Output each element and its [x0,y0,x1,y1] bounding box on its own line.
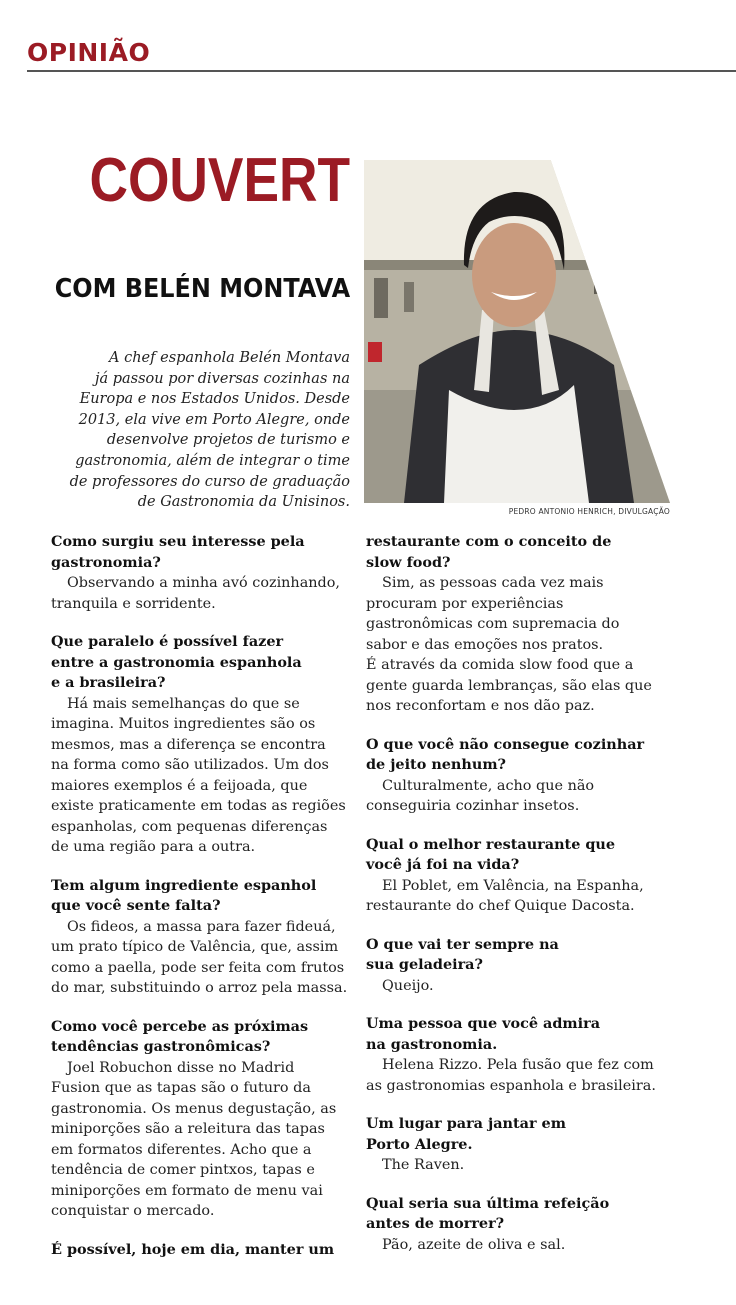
question-line: Porto Alegre. [366,1135,473,1153]
question [366,935,666,976]
answer-line: miniporções em formato de menu vai [51,1182,323,1199]
question-line: Uma pessoa que você admira [366,1015,601,1032]
question-line: O que vai ter sempre na [366,935,559,953]
answer-line: Queijo. [382,977,434,994]
answer-line: Observando a minha avó cozinhando, [67,575,341,591]
answer-line: gastronomia. Os menus degustação, as [51,1100,337,1117]
answer-line: Fusion que as tapas são o futuro da [51,1080,311,1096]
question-line: Como surgiu seu interesse pela [51,533,305,550]
page-title: COUVERT [89,146,350,215]
answer-line: espanholas, com pequenas diferenças [51,818,328,835]
question-line: entre a gastronomia espanhola [51,653,302,671]
answer-line: do mar, substituindo o arroz pela massa. [51,980,348,996]
answer-line: como a paella, pode ser feita com frutos [51,959,345,976]
answer [366,1055,666,1096]
question-line: gastronomia? [51,553,161,571]
question-line: Qual seria sua última refeição [366,1194,610,1212]
answer-line: gastronômicas com supremacia do [366,616,620,632]
question-line: Como você percebe as próximas [51,1017,309,1035]
question-line: que você sente falta? [51,897,221,914]
question [366,1114,666,1155]
question-line: e a brasileira? [51,674,166,691]
intro-line: já passou por diversas cozinhas na [94,370,350,387]
answer-line: El Poblet, em Valência, na Espanha, [382,877,644,894]
answer-line: Os fideos, a massa para fazer fideuá, [67,918,336,935]
question-line: sua geladeira? [366,956,483,973]
intro-line: de professores do curso de graduação [69,473,350,490]
answer-line: maiores exemplos é a feijoada, que [51,777,308,794]
answer [366,573,666,717]
question-line: você já foi na vida? [366,856,520,873]
answer-line: Helena Rizzo. Pela fusão que fez com [382,1057,654,1073]
answer [51,917,351,999]
question [51,876,351,917]
answer-line: restaurante do chef Quique Dacosta. [366,898,635,914]
answer-line: nos reconfortam e nos dão paz. [366,698,595,714]
intro-line: 2013, ela vive em Porto Alegre, onde [78,411,350,428]
question [366,835,666,876]
answer-line: The Raven. [382,1157,465,1173]
answer-line: É através da comida slow food que a [366,657,634,673]
answer-line: existe praticamente em todas as regiões [51,798,346,814]
answer-line: tranquila e sorridente. [51,595,216,612]
question-line: Que paralelo é possível fazer [51,633,284,650]
answer-line: tendência de comer pintxos, tapas e [51,1162,315,1178]
answer-line: Joel Robuchon disse no Madrid [67,1059,295,1076]
question-line: tendências gastronômicas? [51,1038,271,1055]
answer-line: Culturalmente, acho que não [382,777,595,794]
answer-line: mesmos, mas a diferença se encontra [51,736,326,753]
answer [366,1155,666,1176]
intro-line: A chef espanhola Belén Montava [109,350,350,366]
answer-line: Há mais semelhanças do que se [67,695,300,712]
question-line: Um lugar para jantar em [366,1115,566,1132]
intro-line: gastronomia, além de integrar o time [75,452,350,469]
left-column [51,532,351,1260]
subtitle: COM BELÉN MONTAVA [54,274,350,304]
question-line: na gastronomia. [366,1035,498,1053]
answer [51,1058,351,1222]
answer [366,976,666,997]
header-rule [27,70,736,72]
answer-line: de uma região para a outra. [51,839,256,855]
question [366,1194,666,1235]
question-line: slow food? [366,553,451,571]
chef-photo [364,160,670,503]
intro-text [56,348,350,513]
answer-line: em formatos diferentes. Acho que a [51,1141,312,1158]
answer-line: as gastronomias espanhola e brasileira. [366,1077,656,1094]
answer-line: imagina. Muitos ingredientes são os [51,716,316,732]
answer [366,876,666,917]
answer-line: Pão, azeite de oliva e sal. [382,1236,566,1253]
answer [51,694,351,858]
question [51,1240,351,1261]
question-line: Qual o melhor restaurante que [366,835,616,853]
answer-line: um prato típico de Valência, que, assim [51,939,339,955]
intro-line: desenvolve projetos de turismo e [106,432,350,449]
question [51,532,351,573]
answer-line: Sim, as pessoas cada vez mais [382,575,604,591]
question-line: O que você não consegue cozinhar [366,735,645,753]
question [366,1014,666,1055]
answer [366,776,666,817]
photo-credit: PEDRO ANTONIO HENRICH, DIVULGAÇÃO [508,507,670,516]
question-line: restaurante com o conceito de [366,533,612,550]
answer [51,573,351,614]
answer-line: sabor e das emoções nos pratos. [366,636,604,653]
question [366,735,666,776]
question-line: É possível, hoje em dia, manter um [51,1240,335,1258]
answer [366,1235,666,1256]
intro-line: Europa e nos Estados Unidos. Desde [79,391,350,408]
right-column [366,532,666,1255]
answer-line: conquistar o mercado. [51,1203,215,1219]
question [51,632,351,694]
question-line: de jeito nenhum? [366,756,506,773]
question [366,532,666,573]
question [51,1017,351,1058]
answer-line: na forma como são utilizados. Um dos [51,757,329,773]
question-line: Tem algum ingrediente espanhol [51,876,317,894]
answer-line: gente guarda lembranças, são elas que [366,677,652,694]
answer-line: procuram por experiências [366,595,564,612]
section-label: OPINIÃO [27,38,151,67]
answer-line: miniporções são a releitura das tapas [51,1121,325,1137]
intro-line: de Gastronomia da Unisinos. [137,494,350,511]
answer-line: conseguiria cozinhar insetos. [366,798,580,814]
question-line: antes de morrer? [366,1215,505,1232]
